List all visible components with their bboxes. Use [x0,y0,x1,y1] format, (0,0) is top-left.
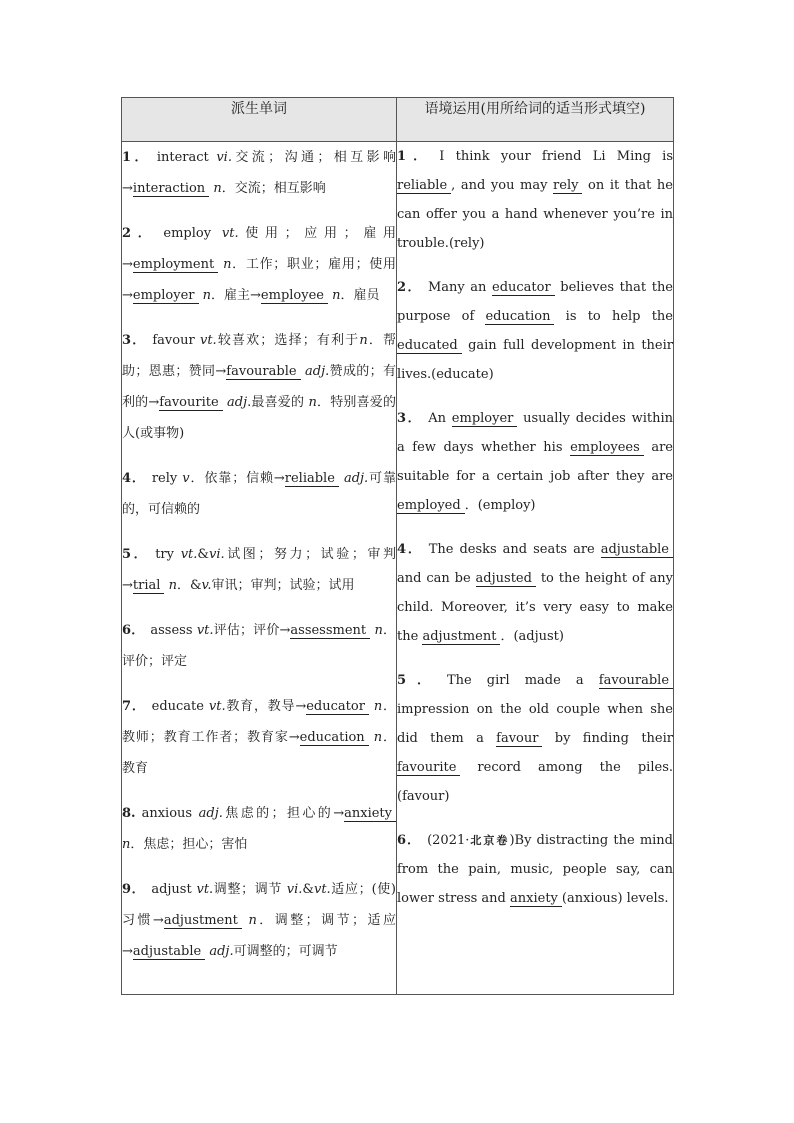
entry-text: ．调整；调节；适应→ [122,913,396,959]
part-of-speech: adj [227,395,248,410]
part-of-speech: vi. [286,882,303,897]
entry-text: employ [163,226,222,241]
answer-blank: reliable [285,471,339,487]
header-derived-words: 派生单词 [122,98,397,142]
entry-text: ．评价；评定 [122,623,396,669]
entry-text: 调整；调节 [213,882,287,897]
entry-text: ．雇员 [340,288,380,303]
entry-text: 使用；应用；雇用→ [122,226,396,272]
entry-text: ．雇主→ [211,288,261,303]
item-number: 6． [122,623,145,638]
derived-word-entry [122,463,396,525]
part-of-speech: n [308,395,317,410]
entry-text: adjust [151,882,197,897]
entry-text: (anxious) levels. [561,891,669,906]
item-number: 4． [397,542,423,557]
answer-blank: trial [133,578,165,594]
answer-blank: employer [452,411,518,427]
item-number: 5． [122,547,150,562]
item-number: 1． [397,149,434,164]
part-of-speech: vt. [221,226,239,241]
part-of-speech: n [374,623,383,638]
header-context-usage: 语境运用(用所给词的适当形式填空) [397,98,674,142]
part-of-speech: vt. [196,623,214,638]
part-of-speech: adj. [343,471,369,486]
usage-exercise [397,666,673,811]
answer-blank: adjustable [133,944,205,960]
answer-blank: reliable [397,178,451,194]
entry-text: & [197,547,209,562]
entry-text: record among the piles.(favour) [397,760,673,804]
usage-exercise [397,826,673,913]
answer-blank: employment [133,257,218,273]
usage-exercise [397,404,673,520]
item-number: 6． [397,833,422,848]
part-of-speech: n [332,288,341,303]
derived-word-entry [122,325,396,449]
part-of-speech: n [122,837,131,852]
entry-text: 适应；(使)习惯→ [122,882,396,928]
answer-blank: adjustment [164,913,242,929]
answer-blank: anxiety [510,891,562,907]
derived-word-entry [122,539,396,601]
answer-blank: education [300,730,369,746]
entry-text: , and you may [451,178,554,193]
derived-word-entry [122,798,396,860]
derived-word-entry [122,874,396,967]
part-of-speech: v. [201,578,212,593]
entry-text: usually decides within a few days whether his [397,411,674,455]
entry-text: ．特别喜爱的人(或事物) [122,395,396,441]
entry-text: 可靠的，可信赖的 [122,471,396,517]
entry-text: Many an [427,280,492,295]
entry-text: An [428,411,452,426]
entry-text: ．工作；职业；雇用；使用→ [122,257,396,303]
entry-text: 审讯；审判；试验；试用 [211,578,355,593]
part-of-speech: v [182,471,190,486]
answer-blank: favourite [159,395,222,411]
derived-word-entry [122,218,396,311]
entry-text: favour [152,333,200,348]
entry-text: by finding their [542,731,673,746]
entry-text: ．(adjust) [500,629,564,644]
usage-exercise [397,535,673,651]
entry-text: & [302,882,314,897]
part-of-speech: n [373,699,383,714]
entry-text: 较喜欢；选择；有利于 [216,333,360,348]
part-of-speech: vt. [208,699,226,714]
derived-word-entry [122,691,396,784]
entry-text: The desks and seats are [428,542,601,557]
item-number: 3． [122,333,147,348]
part-of-speech: vi. [216,150,232,165]
answer-blank: employed [397,498,465,514]
part-of-speech: adj. [305,364,330,379]
part-of-speech: vt. [196,882,214,897]
derived-words-column [122,142,397,995]
entry-text: (2021· [427,833,470,848]
usage-exercise [397,142,673,258]
entry-text: and can be [397,571,476,586]
entry-text: to the height of any child. Moreover, it’s very easy to make the [397,571,673,644]
entry-text: )By distracting the mind from the pain, music, people say, can lower stress and [397,833,674,906]
answer-blank: favour [496,731,542,747]
item-number: 2． [122,226,158,241]
part-of-speech: adj. [198,806,223,821]
entry-text: ．焦虑；担心；害怕 [130,837,248,852]
entry-text: gain full development in their lives.(educate) [397,338,673,382]
entry-text: 赞成的；有利的→ [122,364,396,410]
entry-text: educate [151,699,209,714]
answer-blank: education [485,309,554,325]
vocabulary-table [121,97,674,995]
part-of-speech: vt. [199,333,217,348]
answer-blank: educator [492,280,555,296]
part-of-speech: n [223,257,232,272]
item-number: 2． [397,280,422,295]
item-number: 4． [122,471,146,486]
entry-text: impression on the old couple when she did them a [397,702,673,746]
entry-text: .最喜爱的 [247,395,309,410]
entry-text: ．依靠；信赖→ [189,471,285,486]
item-number: 5． [397,673,441,688]
entry-text: 可调整的；可调节 [233,944,338,959]
part-of-speech: n [202,288,212,303]
usage-exercise [397,273,673,389]
answer-blank: employee [261,288,328,304]
item-number: 9． [122,882,146,897]
item-number: 8. [122,806,136,821]
answer-blank: assessment [290,623,370,639]
answer-blank: employees [570,440,644,456]
part-of-speech: n [213,181,222,196]
entry-text: assess [150,623,197,638]
answer-blank: employer [133,288,199,304]
answer-blank: educated [397,338,462,354]
entry-text: interact [156,150,217,165]
entry-text: 教育，教导→ [225,699,307,714]
answer-blank: adjustment [422,629,500,645]
derived-word-entry [122,142,396,204]
document-page [121,97,673,995]
item-number: 1． [122,150,151,165]
entry-text: ．教师；教育工作者；教育家→ [122,699,396,745]
source-label: 北京卷 [469,834,510,847]
part-of-speech: vt. [180,547,198,562]
entry-text: ．交流；相互影响 [221,181,326,196]
part-of-speech: n [359,333,368,348]
entry-text: on it that he can offer you a hand whenever you’re in trouble.(rely) [397,178,673,251]
entry-text: 焦虑的；担心的→ [222,806,345,821]
entry-text: believes that the purpose of [397,280,674,324]
answer-blank: anxiety [344,806,396,822]
part-of-speech: vt. [313,882,331,897]
derived-word-entry [122,615,396,677]
entry-text: 评估；评价→ [213,623,291,638]
answer-blank: favourite [397,760,460,776]
answer-blank: educator [306,699,369,715]
item-number: 3． [397,411,423,426]
answer-blank: rely [553,178,582,194]
answer-blank: favourable [226,364,300,380]
entry-text: ．& [176,578,202,593]
entry-text: 交流；沟通；相互影响→ [122,150,396,196]
entry-text: ．(employ) [464,498,536,513]
part-of-speech: n [248,913,257,928]
answer-blank: adjustable [601,542,673,558]
answer-blank: favourable [599,673,673,689]
entry-text: I think your friend Li Ming is [439,149,674,164]
entry-text: The girl made a [446,673,599,688]
part-of-speech: n [168,578,177,593]
entry-text: rely [151,471,183,486]
context-usage-column [397,142,674,995]
entry-text: is to help the [554,309,673,324]
item-number: 7． [122,699,146,714]
entry-text: are suitable for a certain job after they are [397,440,673,484]
answer-blank: adjusted [476,571,536,587]
entry-text: 试图；努力；试验；审判→ [122,547,396,593]
part-of-speech: vi. [208,547,225,562]
entry-text: try [155,547,181,562]
entry-text: ．教育 [122,730,396,776]
answer-blank: interaction [133,181,209,197]
part-of-speech: adj. [209,944,234,959]
entry-text: ．帮助；恩惠；赞同→ [122,333,397,379]
part-of-speech: n [373,730,383,745]
entry-text: anxious [141,806,199,821]
